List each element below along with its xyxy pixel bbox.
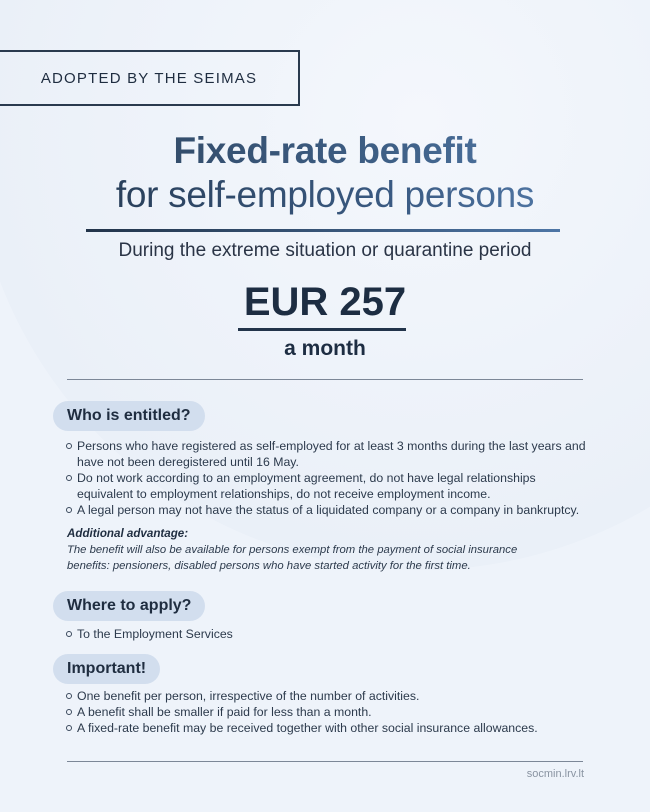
section-heading-who: Who is entitled? (53, 401, 205, 431)
amount-underline (238, 328, 406, 331)
where-list (66, 626, 586, 642)
subtitle: During the extreme situation or quarantine period (118, 240, 532, 261)
title-line-2: for self-employed persons (0, 174, 650, 216)
important-list (66, 688, 586, 736)
section-heading-where: Where to apply? (53, 591, 205, 621)
list-item: A legal person may not have the status of a liquidated company or a company in bankruptcy. (66, 502, 586, 518)
title-underline (86, 229, 560, 232)
list-item: One benefit per person, irrespective of the number of activities. (66, 688, 586, 704)
list-item: Do not work according to an employment agreement, do not have legal relationships equivalent to employment relationships, do not receive employment income. (66, 470, 586, 502)
benefit-period: a month (284, 337, 366, 360)
bottom-divider (67, 761, 583, 762)
list-item: To the Employment Services (66, 626, 586, 642)
list-item: A benefit shall be smaller if paid for less than a month. (66, 704, 586, 720)
adopted-stamp: ADOPTED BY THE SEIMAS (0, 50, 300, 106)
who-list (66, 438, 586, 518)
footer-url: socmin.lrv.lt (526, 768, 584, 780)
additional-advantage-heading: Additional advantage: (67, 527, 189, 540)
list-item: Persons who have registered as self-employed for at least 3 months during the last years and have not been deregistered until 16 May. (66, 438, 586, 470)
additional-advantage-text: The benefit will also be available for persons exempt from the payment of social insurance benefits: pensioners, disabled persons who have started activity for the first time. (67, 544, 518, 572)
benefit-amount: EUR 257 (243, 280, 407, 324)
section-heading-important: Important! (53, 654, 160, 684)
top-divider (67, 379, 583, 380)
title-line-1: Fixed-rate benefit (0, 130, 650, 172)
list-item: A fixed-rate benefit may be received together with other social insurance allowances. (66, 720, 586, 736)
